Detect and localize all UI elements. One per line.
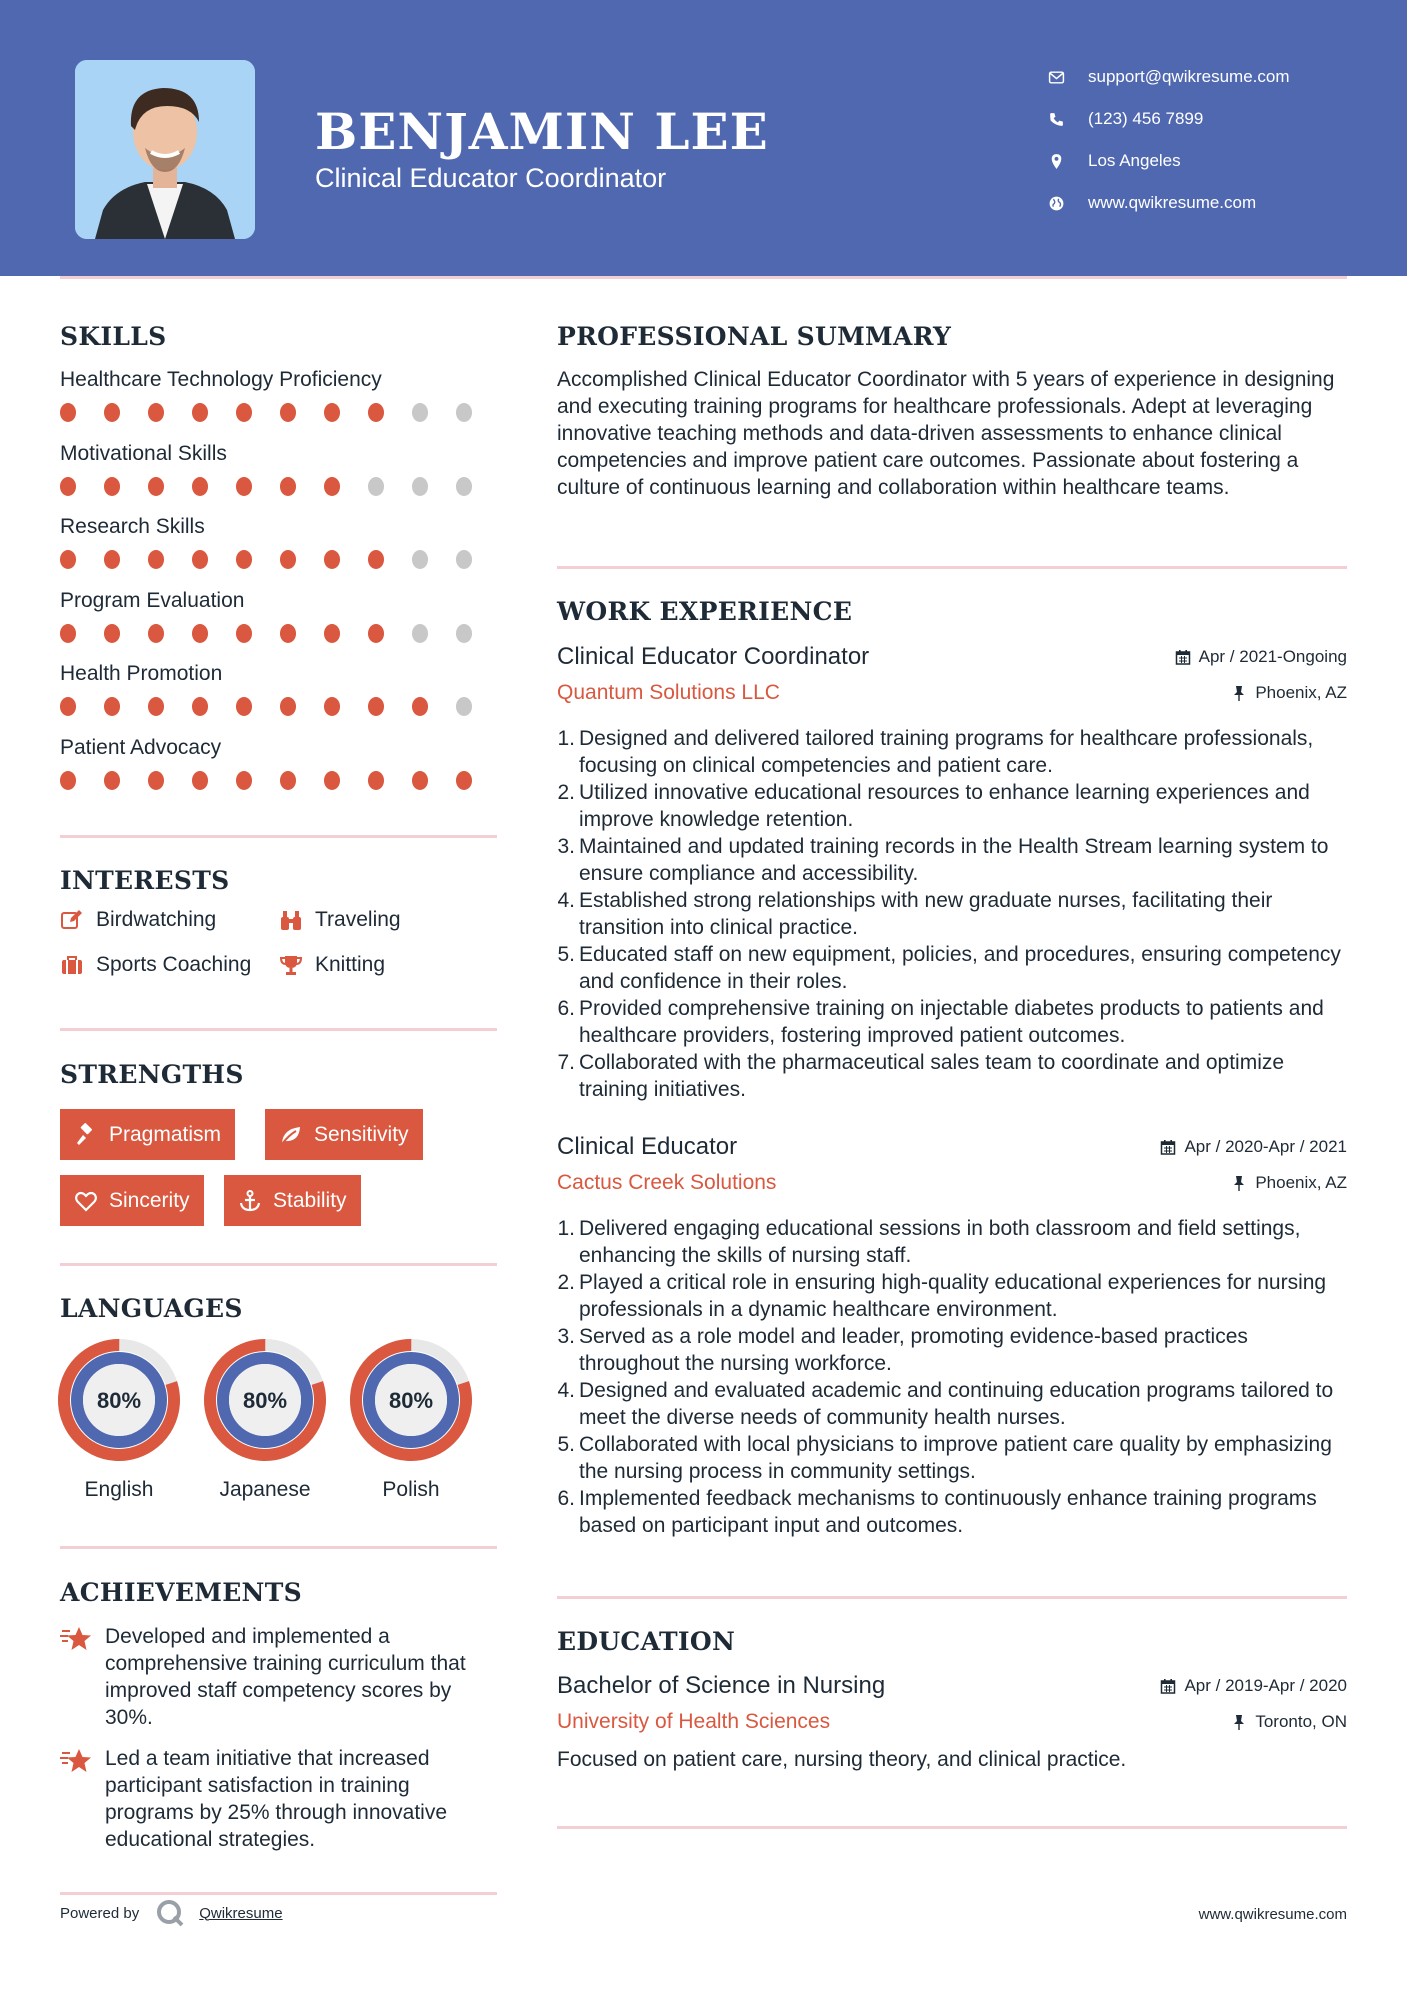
bullet-text: Utilized innovative educational resources to enhance learning experiences and improve knowledge retention. [579, 781, 1310, 831]
achievement-item [60, 1623, 500, 1731]
language-progress-ring [203, 1338, 327, 1462]
bullet-item [557, 1431, 1347, 1485]
section-divider [557, 1826, 1347, 1829]
bullet-item [557, 779, 1347, 833]
skill-rating [60, 624, 500, 643]
trophy-icon [279, 953, 303, 977]
rating-dot-filled [104, 771, 120, 790]
rating-dot-filled [236, 697, 252, 716]
bullet-number: 6. [557, 997, 575, 1020]
language-item [349, 1338, 473, 1502]
rating-dot-filled [60, 624, 76, 643]
language-name: Polish [382, 1478, 440, 1501]
achievements-heading: ACHIEVEMENTS [60, 1578, 302, 1607]
rating-dot-filled [60, 550, 76, 569]
rating-dot-filled [192, 624, 208, 643]
job-location-text: Phoenix, AZ [1255, 1173, 1347, 1192]
interests-heading: INTERESTS [60, 866, 230, 895]
job-location [1231, 683, 1347, 703]
education-description: Focused on patient care, nursing theory, and clinical practice. [557, 1748, 1127, 1771]
interest-item [60, 953, 251, 977]
qwikresume-logo-icon [155, 1898, 185, 1928]
rating-dot-filled [368, 771, 384, 790]
rating-dot-filled [280, 697, 296, 716]
bullet-number: 4. [557, 889, 575, 912]
interest-item [60, 908, 216, 932]
section-divider [557, 1596, 1347, 1599]
language-name: Japanese [219, 1478, 311, 1501]
contact-email[interactable] [1048, 56, 1290, 98]
strengths-heading: STRENGTHS [60, 1060, 244, 1089]
bullet-text: Implemented feedback mechanisms to continuously enhance training programs based on participant input and outcomes. [579, 1487, 1317, 1537]
rating-dot-filled [236, 403, 252, 422]
job-bullets [557, 1215, 1347, 1539]
bullet-item [557, 1377, 1347, 1431]
job-date-text: Apr / 2020-Apr / 2021 [1184, 1137, 1347, 1156]
bullet-number: 4. [557, 1379, 575, 1402]
candidate-title: Clinical Educator Coordinator [315, 163, 667, 193]
education-location [1231, 1712, 1347, 1732]
job-date [1175, 647, 1347, 667]
email-text: support@qwikresume.com [1088, 67, 1290, 86]
rating-dot-filled [280, 624, 296, 643]
language-item [203, 1338, 327, 1502]
bullet-item [557, 941, 1347, 995]
language-progress-ring [349, 1338, 473, 1462]
header-divider [60, 276, 1347, 279]
summary-text: Accomplished Clinical Educator Coordinator with 5 years of experience in designing and executing training programs for healthcare professionals. Adept at leveraging innovative teaching methods and data-driven assessments to enhance clinical competencies and improve patient care outcomes. Passionate about fostering a culture of continuous learning and collaboration within healthcare teams. [557, 368, 1335, 499]
skill-name: Program Evaluation [60, 588, 245, 612]
rating-dot-filled [60, 403, 76, 422]
contact-website[interactable] [1048, 182, 1290, 224]
skills-heading: SKILLS [60, 322, 167, 351]
calendar-icon [1175, 649, 1191, 665]
anchor-icon [238, 1189, 262, 1213]
gavel-icon [74, 1123, 98, 1147]
skill-item [60, 364, 500, 438]
rating-dot-filled [236, 771, 252, 790]
rating-dot-filled [192, 550, 208, 569]
rating-dot-filled [148, 697, 164, 716]
bullet-text: Designed and delivered tailored training programs for healthcare professionals, focusing on clinical competencies and patient care. [579, 727, 1314, 777]
strength-label: Stability [273, 1188, 347, 1212]
rating-dot-filled [236, 477, 252, 496]
section-divider [60, 1546, 497, 1549]
bullet-text: Delivered engaging educational sessions in both classroom and field settings, enhancing the skills of nursing staff. [579, 1217, 1301, 1267]
rating-dot-empty [412, 550, 428, 569]
strength-tag [265, 1109, 423, 1160]
interest-item [279, 953, 385, 977]
footer-website[interactable]: www.qwikresume.com [1198, 1906, 1347, 1923]
skill-rating [60, 771, 500, 790]
map-pin-icon [1048, 153, 1088, 170]
skill-name: Motivational Skills [60, 441, 227, 465]
interest-label: Birdwatching [96, 908, 217, 931]
location-text: Los Angeles [1088, 151, 1181, 170]
strength-tag [60, 1175, 204, 1226]
rating-dot-filled [368, 624, 384, 643]
section-divider [60, 1263, 497, 1266]
rating-dot-empty [456, 550, 472, 569]
bullet-text: Designed and evaluated academic and continuing education programs tailored to meet the diverse needs of community health nurses. [579, 1379, 1334, 1429]
calendar-icon [1160, 1139, 1176, 1155]
bullet-item [557, 725, 1347, 779]
strength-label: Sincerity [109, 1188, 190, 1212]
education-date-text: Apr / 2019-Apr / 2020 [1184, 1676, 1347, 1695]
job-role: Clinical Educator [557, 1133, 738, 1160]
bullet-item [557, 995, 1347, 1049]
job-date [1160, 1137, 1347, 1157]
interest-label: Traveling [315, 908, 401, 931]
rating-dot-filled [324, 624, 340, 643]
rating-dot-filled [280, 771, 296, 790]
education-heading: EDUCATION [557, 1627, 736, 1656]
rating-dot-filled [148, 477, 164, 496]
rating-dot-filled [236, 550, 252, 569]
phone-text: (123) 456 7899 [1088, 109, 1204, 128]
rating-dot-filled [368, 697, 384, 716]
bullet-number: 3. [557, 1325, 575, 1348]
rating-dot-filled [60, 771, 76, 790]
rating-dot-filled [148, 771, 164, 790]
rating-dot-empty [368, 477, 384, 496]
skill-rating [60, 550, 500, 569]
language-name: English [84, 1478, 154, 1501]
skill-item [60, 732, 500, 806]
skill-name: Patient Advocacy [60, 735, 222, 759]
section-divider [557, 566, 1347, 569]
pushpin-icon [1231, 1714, 1247, 1730]
bullet-item [557, 1269, 1347, 1323]
rating-dot-filled [104, 477, 120, 496]
binoculars-icon [279, 908, 303, 932]
rating-dot-empty [456, 624, 472, 643]
brand-link[interactable]: Qwikresume [199, 1904, 283, 1922]
rating-dot-filled [280, 403, 296, 422]
job-company: Quantum Solutions LLC [557, 681, 780, 704]
summary-heading: PROFESSIONAL SUMMARY [557, 322, 952, 351]
rating-dot-filled [412, 771, 428, 790]
bullet-text: Established strong relationships with new graduate nurses, facilitating their transition into clinical practice. [579, 889, 1273, 939]
rating-dot-filled [148, 550, 164, 569]
bullet-item [557, 887, 1347, 941]
strength-tag [60, 1109, 235, 1160]
strength-label: Pragmatism [109, 1122, 222, 1146]
rating-dot-empty [456, 697, 472, 716]
skill-rating [60, 697, 500, 716]
job-location [1231, 1173, 1347, 1193]
bullet-number: 2. [557, 1271, 575, 1294]
language-percent-label: 80% [242, 1388, 288, 1413]
rating-dot-filled [324, 697, 340, 716]
job-role: Clinical Educator Coordinator [557, 643, 870, 670]
language-percent-label: 80% [388, 1388, 434, 1413]
header-banner [0, 0, 1407, 276]
skill-item [60, 511, 500, 585]
rating-dot-filled [368, 550, 384, 569]
leaf-icon [279, 1123, 303, 1147]
language-item [57, 1338, 181, 1502]
envelope-icon [1048, 69, 1088, 86]
rating-dot-filled [236, 624, 252, 643]
rating-dot-empty [412, 403, 428, 422]
bullet-item [557, 1485, 1347, 1539]
rating-dot-filled [192, 477, 208, 496]
phone-icon [1048, 111, 1088, 128]
job-location-text: Phoenix, AZ [1255, 683, 1347, 702]
bullet-item [557, 1049, 1347, 1103]
powered-by-text: Powered by [60, 1904, 140, 1922]
education-entry [557, 1668, 1347, 1773]
skill-item [60, 658, 500, 732]
website-text: www.qwikresume.com [1088, 193, 1257, 212]
contact-info [1048, 56, 1290, 224]
section-divider [60, 1892, 497, 1895]
bullet-number: 3. [557, 835, 575, 858]
skill-name: Research Skills [60, 515, 205, 538]
section-divider [60, 835, 497, 838]
contact-phone[interactable] [1048, 98, 1290, 140]
rating-dot-filled [324, 771, 340, 790]
skill-item [60, 585, 500, 659]
rating-dot-filled [324, 403, 340, 422]
bullet-item [557, 833, 1347, 887]
interest-label: Sports Coaching [96, 953, 252, 976]
bullet-number: 7. [557, 1051, 575, 1074]
star-badge-icon [60, 1747, 92, 1777]
bullet-text: Maintained and updated training records in the Health Stream learning system to ensure compliance and accessibility. [579, 835, 1329, 885]
section-divider [60, 1028, 497, 1031]
rating-dot-filled [192, 697, 208, 716]
languages-heading: LANGUAGES [60, 1294, 243, 1323]
rating-dot-filled [324, 550, 340, 569]
briefcase-icon [60, 953, 84, 977]
pencil-square-icon [60, 908, 84, 932]
interest-label: Knitting [315, 953, 386, 976]
job-entry [557, 639, 1347, 1103]
bullet-number: 5. [557, 943, 575, 966]
rating-dot-empty [412, 624, 428, 643]
pushpin-icon [1231, 685, 1247, 701]
job-entry [557, 1129, 1347, 1539]
job-date-text: Apr / 2021-Ongoing [1198, 647, 1347, 666]
language-progress-ring [57, 1338, 181, 1462]
star-badge-icon [60, 1625, 92, 1655]
globe-icon [1048, 195, 1088, 212]
rating-dot-filled [104, 550, 120, 569]
job-company: Cactus Creek Solutions [557, 1171, 777, 1194]
rating-dot-filled [192, 771, 208, 790]
rating-dot-empty [412, 477, 428, 496]
contact-location [1048, 140, 1290, 182]
calendar-icon [1160, 1678, 1176, 1694]
skills-list [60, 364, 500, 805]
rating-dot-empty [456, 477, 472, 496]
bullet-text: Provided comprehensive training on injectable diabetes products to patients and healthcare providers, fostering improved patient outcomes. [579, 997, 1324, 1047]
strength-tag [224, 1175, 361, 1226]
bullet-text: Collaborated with the pharmaceutical sales team to coordinate and optimize training initiatives. [579, 1051, 1285, 1101]
skill-item [60, 438, 500, 512]
rating-dot-filled [280, 477, 296, 496]
bullet-number: 2. [557, 781, 575, 804]
bullet-number: 1. [557, 1217, 575, 1240]
heart-icon [74, 1189, 98, 1213]
skill-name: Healthcare Technology Proficiency [60, 368, 382, 391]
rating-dot-filled [192, 403, 208, 422]
language-percent-label: 80% [96, 1388, 142, 1413]
bullet-text: Educated staff on new equipment, policies, and procedures, ensuring competency and confidence in their roles. [579, 943, 1341, 993]
rating-dot-filled [456, 771, 472, 790]
education-degree: Bachelor of Science in Nursing [557, 1672, 886, 1699]
achievement-text: Led a team initiative that increased participant satisfaction in training programs by 25% through innovative educational strategies. [105, 1747, 448, 1851]
rating-dot-filled [412, 697, 428, 716]
avatar [75, 60, 255, 239]
job-bullets [557, 725, 1347, 1103]
bullet-text: Served as a role model and leader, promoting evidence-based practices throughout the nursing workforce. [579, 1325, 1248, 1375]
footer-powered-by [60, 1898, 283, 1928]
strength-label: Sensitivity [314, 1122, 409, 1146]
candidate-name: BENJAMIN LEE [315, 102, 769, 161]
rating-dot-filled [324, 477, 340, 496]
rating-dot-filled [60, 697, 76, 716]
education-date [1160, 1676, 1347, 1696]
rating-dot-filled [104, 624, 120, 643]
bullet-text: Played a critical role in ensuring high-quality educational experiences for nursing professionals in a dynamic healthcare environment. [579, 1271, 1327, 1321]
bullet-number: 6. [557, 1487, 575, 1510]
rating-dot-filled [148, 624, 164, 643]
bullet-number: 5. [557, 1433, 575, 1456]
rating-dot-filled [280, 550, 296, 569]
interest-item [279, 908, 401, 932]
achievement-item [60, 1745, 500, 1853]
bullet-text: Collaborated with local physicians to improve patient care quality by emphasizing the nursing process in community settings. [579, 1433, 1332, 1483]
profile-photo [75, 60, 255, 239]
bullet-number: 1. [557, 727, 575, 750]
bullet-item [557, 1323, 1347, 1377]
pushpin-icon [1231, 1175, 1247, 1191]
achievement-text: Developed and implemented a comprehensive training curriculum that improved staff competency scores by 30%. [105, 1625, 466, 1729]
rating-dot-filled [148, 403, 164, 422]
skill-rating [60, 403, 500, 422]
rating-dot-filled [368, 403, 384, 422]
skill-name: Health Promotion [60, 662, 223, 685]
rating-dot-filled [104, 697, 120, 716]
skill-rating [60, 477, 500, 496]
rating-dot-filled [60, 477, 76, 496]
experience-heading: WORK EXPERIENCE [557, 597, 853, 626]
education-school: University of Health Sciences [557, 1710, 831, 1733]
bullet-item [557, 1215, 1347, 1269]
rating-dot-filled [104, 403, 120, 422]
education-location-text: Toronto, ON [1255, 1712, 1347, 1731]
rating-dot-empty [456, 403, 472, 422]
